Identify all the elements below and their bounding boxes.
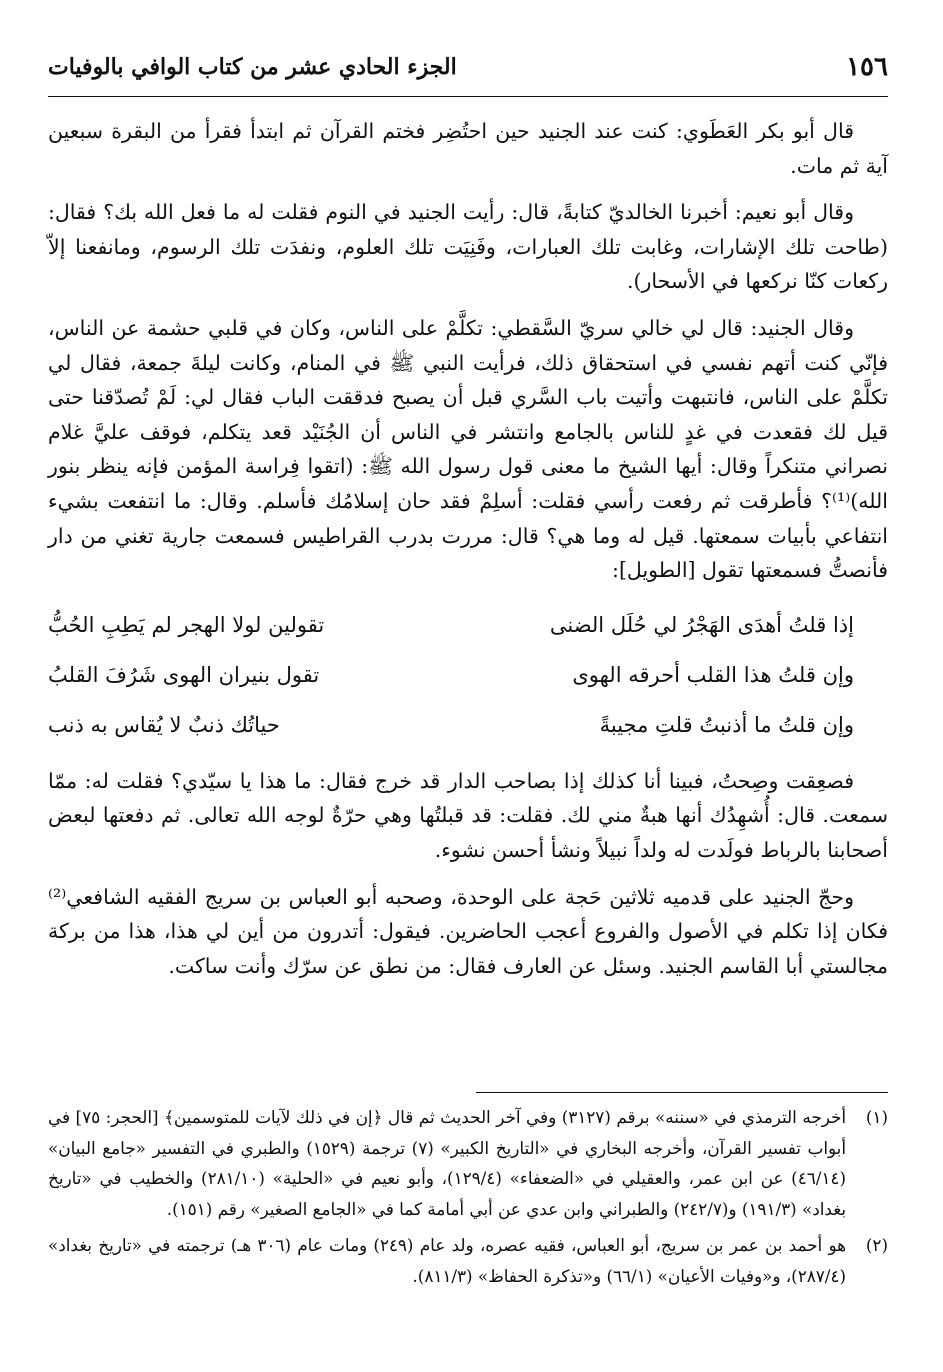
header-divider <box>48 96 888 97</box>
paragraph-junayd-sari: وقال الجنيد: قال لي خالي سريّ السَّقطي: تكلَّمْ على الناس، وكان في قلبي حشمة عن الناس، فإنّي كنت أتهم نفسي في استحقاق ذلك، فرأيت النبي ﷺ في المنام، وكانت ليلةَ جمعة، فقال لي تكلَّمْ على الناس، فانتبهت وأتيت باب السَّري قبل أن يصبح فدققت الباب فقال لي: لَمْ تُصدّقنا حتى قيل لك فقعدت في غدٍ للناس بالجامع وانتشر في الناس أن الجُنَيْد قعد يتكلم، فوقف عليَّ غلام نصراني متنكراً وقال: أيها الشيخ ما معنى قول رسول الله ﷺ: (اتقوا فِراسة المؤمن فإنه ينظر بنور الله)⁽¹⁾؟ فأطرقت ثم رفعت رأسي فقلت: أسلِمْ فقد حان إسلامُك فأسلم. وقال: ما انتفعت بشيء انتفاعي بأبيات سمعتها. قيل له وما هي؟ قال: مررت بدرب القراطيس فسمعت جارية تغني من دار فأنصتُّ فسمعتها تقول [الطويل]: <box>48 315 888 583</box>
paragraph-hajj: وحجّ الجنيد على قدميه ثلاثين حَجة على الوحدة، وصحبه أبو العباس بن سريج الفقيه الشافعي⁽²⁾ فكان إذا تكلم في الأصول والفروع أعجب الحاضرين. فيقول: أتدرون من أين لي هذا، هذا من بركة مجالستي أبا القاسم الجنيد. وسئل عن العارف فقال: من نطق عن سرّك وأنت ساكت. <box>48 884 888 978</box>
verse-first-hemistich: وإن قلتُ ما أذنبتُ قلتِ مجيبةً <box>599 712 854 737</box>
verse-second-hemistich: تقولين لولا الهجر لم يَطِبِ الحُبُّ <box>48 612 325 637</box>
poem-verse <box>48 650 888 700</box>
verse-first-hemistich: إذا قلتُ أهدَى الهَجْرُ لي حُلَل الضنى <box>549 612 854 637</box>
page-header <box>48 52 888 92</box>
verse-first-hemistich: وإن قلتُ هذا القلب أحرقه الهوى <box>572 662 854 687</box>
paragraph-swoon: فصعِقت وصِحتُ، فبينا أنا كذلك إذا بصاحب الدار قد خرج فقال: ما هذا يا سيّدي؟ فقلت له: ممّا سمعت. قال: أُشهِدُك أنها هبةٌ مني لك. فقلت: قد قبلتُها وهي حرّةٌ لوجه الله تعالى. ثم دفعتها لبعض أصحابنا بالرباط فولَدت له ولداً نبيلاً ونشأ أحسن نشوء. <box>48 768 888 862</box>
footnote-text: أخرجه الترمذي في «سننه» برقم (٣١٢٧) وفي آخر الحديث ثم قال ﴿إن في ذلك لآيات للمتوسمين﴾ [الحجر: ٧٥] في أبواب تفسير القرآن، وأخرجه البخاري في «التاريخ الكبير» (٧) ترجمة (١٥٢٩) والطبري في التفسير «جامع البيان» (٤٦/١٤) عن ابن عمر، والعقيلي في «الضعفاء» (١٢٩/٤)، وأبو نعيم في «الحلية» (٢٨١/١٠) والخطيب في «تاريخ بغداد» (١٩١/٣) و(٢٤٢/٧) والطبراني وابن عدي عن أبي أمامة كما في «الجامع الصغير» رقم (١٥١). <box>48 1107 847 1219</box>
footnote-number: (١) <box>865 1107 888 1127</box>
footnote <box>48 1230 888 1291</box>
running-title: الجزء الحادي عشر من كتاب الوافي بالوفيات <box>48 54 457 80</box>
poem-verse <box>48 700 888 750</box>
verse-second-hemistich: تقول بنيران الهوى شَرُفَ القلبُ <box>48 662 320 687</box>
main-text <box>48 114 888 995</box>
poem-verse <box>48 600 888 650</box>
poem <box>48 600 888 750</box>
page-number: ١٥٦ <box>846 52 888 82</box>
footnote <box>48 1102 888 1224</box>
paragraph-abu-nuaym: وقال أبو نعيم: أخبرنا الخالديّ كتابةً، قال: رأيت الجنيد في النوم فقلت له ما فعل الله بك؟ فقال: (طاحت تلك الإشارات، وغابت تلك العبارات، وفَنِيَت تلك العلوم، ونفدَت تلك الرسوم، ومانفعنا إلاّ ركعات كنّا نركعها في الأسحار). <box>48 200 888 294</box>
footnote-number: (٢) <box>865 1235 888 1255</box>
book-page <box>48 40 888 1340</box>
footnote-text: هو أحمد بن عمر بن سريج، أبو العباس، فقيه عصره، ولد عام (٢٤٩) ومات عام (٣٠٦ هـ) ترجمته في «تاريخ بغداد» (٢٨٧/٤)، و«وفيات الأعيان» (٦٦/١) و«تذكرة الحفاظ» (٨١١/٣). <box>48 1235 846 1286</box>
paragraph-atawi: قال أبو بكر العَطَوي: كنت عند الجنيد حين احتُضِر فختم القرآن ثم ابتدأ فقرأ من البقرة سبعين آية ثم مات. <box>48 119 888 178</box>
footnotes <box>48 1102 888 1297</box>
footnote-divider <box>476 1092 888 1093</box>
verse-second-hemistich: حياتُك ذنبٌ لا يُقاس به ذنب <box>48 712 280 737</box>
